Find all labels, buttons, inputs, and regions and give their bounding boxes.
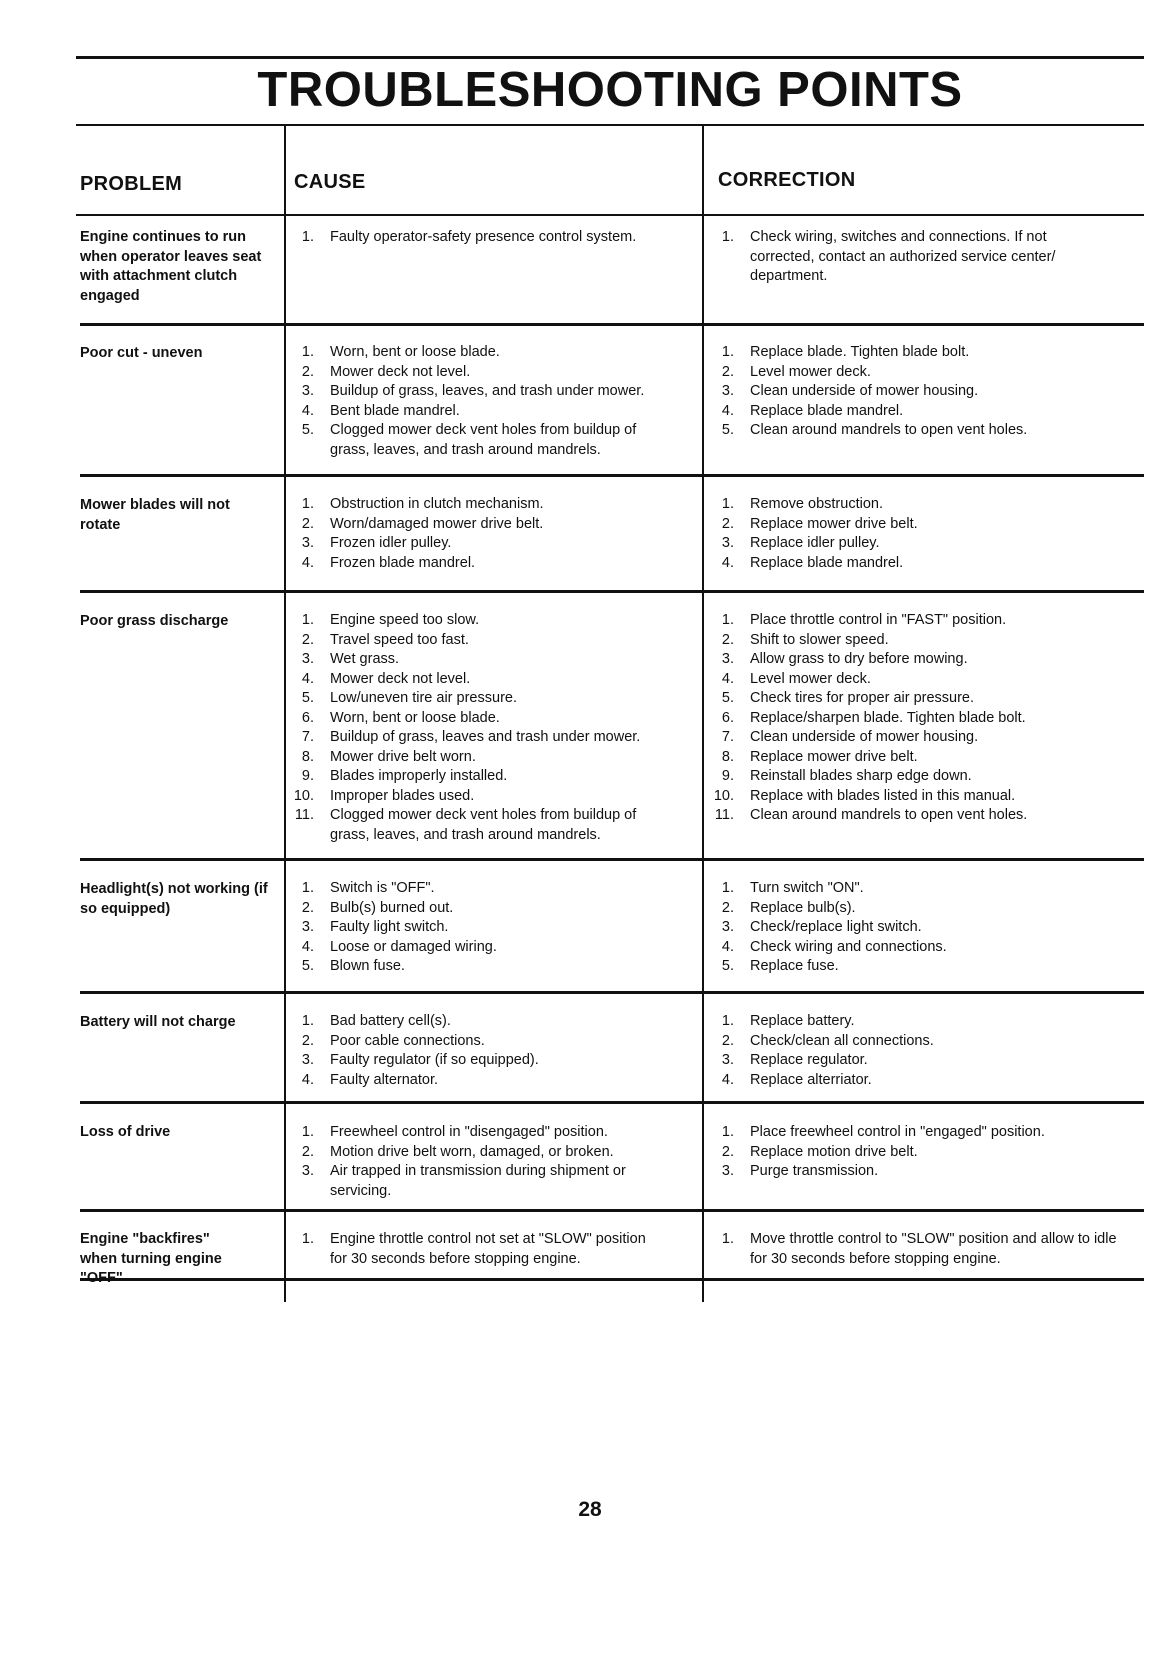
item-text: Blown fuse. — [330, 958, 405, 974]
item-number: 3. — [721, 1052, 734, 1068]
item-text: Bent blade mandrel. — [330, 402, 460, 419]
correction-list — [712, 1230, 1132, 1269]
item-text: Replace blade mandrel. — [750, 554, 904, 571]
item-number: 3. — [721, 1163, 734, 1179]
correction-item — [712, 534, 1132, 554]
correction-item — [712, 787, 1132, 807]
item-number: 7. — [721, 729, 734, 745]
item-text: Shift to slower speed. — [750, 631, 889, 648]
item-text: Switch is "OFF". — [330, 880, 435, 896]
item-text: Turn switch "ON". — [750, 880, 864, 896]
item-text: Mower deck not level. — [330, 363, 471, 380]
item-text: Travel speed too fast. — [330, 631, 469, 648]
item-text: Level mower deck. — [750, 670, 871, 687]
item-number: 2. — [301, 1143, 314, 1160]
problem-text: Battery will not charge — [80, 1014, 236, 1030]
correction-item — [712, 899, 1132, 919]
item-number: 2. — [301, 899, 314, 916]
item-text: Blades improperly installed. — [330, 768, 508, 784]
item-number: 1. — [301, 344, 314, 360]
item-text: Poor cable connections. — [330, 1032, 485, 1049]
item-text: Check/replace light switch. — [750, 919, 922, 935]
cause-list — [292, 1012, 662, 1090]
item-text: Clean underside of mower housing. — [750, 729, 979, 745]
correction-list — [712, 1123, 1132, 1182]
column-header-problem: PROBLEM — [80, 173, 183, 195]
item-number: 3. — [301, 383, 314, 399]
problem-text: Loss of drive — [80, 1124, 171, 1140]
cause-list — [292, 879, 662, 977]
item-number: 2. — [721, 899, 734, 916]
cause-item — [292, 554, 662, 574]
cause-item — [292, 689, 662, 709]
item-number: 1. — [721, 880, 734, 896]
correction-item — [712, 382, 1132, 402]
page-number: 28 — [578, 1498, 602, 1521]
item-text: Replace bulb(s). — [750, 899, 856, 916]
item-text: Replace with blades listed in this manual. — [750, 787, 1016, 804]
page-title: TROUBLESHOOTING POINTS — [257, 63, 963, 117]
correction-item — [712, 1162, 1132, 1182]
cause-item — [292, 670, 662, 690]
cause-item — [292, 918, 662, 938]
correction-list — [712, 228, 1132, 287]
row-divider — [80, 590, 1144, 593]
item-number: 10. — [293, 787, 314, 804]
item-text: Obstruction in clutch mechanism. — [330, 496, 544, 512]
item-number: 4. — [301, 1071, 314, 1088]
item-number: 5. — [301, 422, 314, 438]
item-text: Wet grass. — [330, 651, 400, 667]
item-text: Replace regulator. — [750, 1052, 868, 1068]
correction-item — [712, 650, 1132, 670]
item-text: Worn, bent or loose blade. — [330, 709, 500, 726]
item-text: Replace alterriator. — [750, 1071, 872, 1088]
cause-item — [292, 421, 662, 460]
item-text: Clean around mandrels to open vent holes. — [750, 422, 1028, 438]
item-number: 4. — [301, 554, 314, 571]
problem-text: Engine continues to run when operator leaves seat with attachment clutch engaged — [80, 229, 262, 304]
item-text: Freewheel control in "disengaged" position. — [330, 1124, 608, 1140]
item-text: Level mower deck. — [750, 363, 871, 380]
cause-item — [292, 1071, 662, 1091]
item-text: Replace blade mandrel. — [750, 402, 904, 419]
cause-item — [292, 363, 662, 383]
item-text: Faulty operator-safety presence control system. — [330, 229, 637, 245]
item-number: 1. — [721, 1124, 734, 1140]
problem-text: Mower blades will not rotate — [80, 497, 230, 533]
item-number: 6. — [721, 709, 734, 726]
correction-item — [712, 343, 1132, 363]
correction-item — [712, 1012, 1132, 1032]
item-text: Mower drive belt worn. — [330, 748, 476, 765]
cause-list — [292, 1123, 662, 1201]
item-text: Move throttle control to "SLOW" position and allow to idle for 30 seconds before stopping engine. — [750, 1231, 1117, 1267]
item-number: 1. — [301, 496, 314, 512]
problem-text: Poor grass discharge — [80, 613, 229, 629]
correction-item — [712, 806, 1132, 826]
problem-text: Engine "backfires" when turning engine "OFF" — [80, 1231, 222, 1286]
item-text: Replace fuse. — [750, 958, 839, 974]
item-text: Faulty regulator (if so equipped). — [330, 1052, 539, 1068]
correction-item — [712, 728, 1132, 748]
cause-item — [292, 1143, 662, 1163]
item-number: 3. — [301, 651, 314, 667]
item-number: 4. — [301, 402, 314, 419]
item-number: 3. — [721, 919, 734, 935]
item-text: Bad battery cell(s). — [330, 1013, 451, 1029]
item-number: 1. — [301, 1231, 314, 1247]
item-number: 2. — [721, 515, 734, 532]
item-number: 8. — [721, 748, 734, 765]
item-text: Buildup of grass, leaves and trash under mower. — [330, 729, 641, 745]
item-number: 2. — [301, 631, 314, 648]
row-divider — [80, 991, 1144, 994]
correction-item — [712, 957, 1132, 977]
cause-item — [292, 1012, 662, 1032]
correction-item — [712, 1071, 1132, 1091]
cause-list — [292, 1230, 662, 1269]
problem-text: Headlight(s) not working (if so equipped) — [80, 881, 268, 917]
item-number: 3. — [301, 1052, 314, 1068]
item-text: Place throttle control in "FAST" position. — [750, 612, 1007, 628]
item-text: Bulb(s) burned out. — [330, 899, 454, 916]
item-number: 9. — [301, 768, 314, 784]
item-number: 4. — [721, 670, 734, 687]
item-text: Replace mower drive belt. — [750, 748, 918, 765]
correction-item — [712, 879, 1132, 899]
item-number: 3. — [301, 919, 314, 935]
cause-item — [292, 515, 662, 535]
item-text: Faulty light switch. — [330, 919, 449, 935]
row-divider — [80, 474, 1144, 477]
item-text: Replace motion drive belt. — [750, 1143, 918, 1160]
item-number: 1. — [721, 612, 734, 628]
item-text: Replace blade. Tighten blade bolt. — [750, 344, 970, 360]
item-text: Engine speed too slow. — [330, 612, 480, 628]
item-number: 3. — [301, 535, 314, 551]
item-text: Check wiring, switches and connections. If not corrected, contact an authorized service center/ department. — [750, 229, 1056, 284]
item-number: 5. — [721, 690, 734, 706]
item-number: 11. — [294, 807, 314, 823]
item-text: Engine throttle control not set at "SLOW" position for 30 seconds before stopping engine. — [330, 1231, 646, 1267]
item-text: Replace idler pulley. — [750, 535, 880, 551]
row-divider — [80, 858, 1144, 861]
item-text: Clean around mandrels to open vent holes. — [750, 807, 1028, 823]
correction-list — [712, 343, 1132, 441]
cause-item — [292, 1230, 662, 1269]
cause-item — [292, 957, 662, 977]
item-text: Place freewheel control in "engaged" position. — [750, 1124, 1045, 1140]
item-text: Remove obstruction. — [750, 496, 883, 512]
item-text: Check/clean all connections. — [750, 1032, 934, 1049]
correction-item — [712, 515, 1132, 535]
item-number: 9. — [721, 768, 734, 784]
correction-item — [712, 748, 1132, 768]
cause-item — [292, 650, 662, 670]
item-number: 1. — [301, 880, 314, 896]
correction-item — [712, 421, 1132, 441]
item-number: 2. — [721, 631, 734, 648]
item-text: Reinstall blades sharp edge down. — [750, 768, 972, 784]
item-number: 4. — [721, 554, 734, 571]
correction-item — [712, 767, 1132, 787]
cause-item — [292, 631, 662, 651]
item-number: 2. — [301, 1032, 314, 1049]
item-number: 2. — [301, 515, 314, 532]
column-divider-problem-cause — [284, 124, 286, 1302]
item-number: 2. — [721, 1143, 734, 1160]
item-number: 1. — [721, 1231, 734, 1247]
item-number: 1. — [301, 229, 314, 245]
item-text: Check tires for proper air pressure. — [750, 690, 975, 706]
item-number: 4. — [721, 938, 734, 955]
item-text: Frozen blade mandrel. — [330, 554, 476, 571]
item-text: Improper blades used. — [330, 787, 475, 804]
correction-item — [712, 709, 1132, 729]
item-text: Replace battery. — [750, 1013, 855, 1029]
item-number: 4. — [301, 670, 314, 687]
row-divider — [80, 323, 1144, 326]
item-text: Clean underside of mower housing. — [750, 383, 979, 399]
correction-item — [712, 1032, 1132, 1052]
item-number: 5. — [721, 422, 734, 438]
item-number: 3. — [301, 1163, 314, 1179]
column-divider-cause-correction — [702, 124, 704, 1302]
correction-list — [712, 495, 1132, 573]
item-text: Low/uneven tire air pressure. — [330, 690, 517, 706]
cause-item — [292, 767, 662, 787]
item-number: 1. — [721, 1013, 734, 1029]
cause-item — [292, 806, 662, 845]
cause-item — [292, 709, 662, 729]
correction-item — [712, 1123, 1132, 1143]
correction-item — [712, 363, 1132, 383]
item-number: 1. — [301, 612, 314, 628]
cause-item — [292, 879, 662, 899]
row-divider — [80, 1209, 1144, 1212]
correction-item — [712, 1143, 1132, 1163]
correction-list — [712, 879, 1132, 977]
item-number: 5. — [721, 958, 734, 974]
cause-item — [292, 1032, 662, 1052]
item-number: 4. — [301, 938, 314, 955]
correction-item — [712, 611, 1132, 631]
item-text: Buildup of grass, leaves, and trash under mower. — [330, 383, 645, 399]
correction-item — [712, 670, 1132, 690]
cause-item — [292, 1162, 662, 1201]
item-number: 2. — [301, 363, 314, 380]
item-number: 1. — [721, 496, 734, 512]
cause-item — [292, 382, 662, 402]
item-number: 3. — [721, 535, 734, 551]
cause-item — [292, 1051, 662, 1071]
correction-item — [712, 631, 1132, 651]
item-number: 5. — [301, 958, 314, 974]
cause-item — [292, 1123, 662, 1143]
correction-item — [712, 228, 1132, 287]
item-number: 3. — [721, 651, 734, 667]
item-text: Loose or damaged wiring. — [330, 938, 497, 955]
problem-text: Poor cut - uneven — [80, 345, 203, 361]
item-number: 1. — [721, 344, 734, 360]
item-number: 1. — [721, 229, 734, 245]
item-number: 11. — [714, 807, 734, 823]
item-number: 2. — [721, 363, 734, 380]
correction-item — [712, 689, 1132, 709]
cause-item — [292, 899, 662, 919]
correction-item — [712, 938, 1132, 958]
cause-item — [292, 728, 662, 748]
item-number: 1. — [301, 1124, 314, 1140]
cause-item — [292, 343, 662, 363]
correction-list — [712, 611, 1132, 826]
row-divider — [80, 1101, 1144, 1104]
item-number: 6. — [301, 709, 314, 726]
correction-item — [712, 1051, 1132, 1071]
item-text: Check wiring and connections. — [750, 938, 947, 955]
item-text: Worn/damaged mower drive belt. — [330, 515, 544, 532]
title-top-rule — [76, 56, 1144, 59]
item-number: 1. — [301, 1013, 314, 1029]
cause-item — [292, 228, 662, 248]
item-text: Clogged mower deck vent holes from buildup of grass, leaves, and trash around mandrels. — [330, 807, 637, 843]
item-number: 5. — [301, 690, 314, 706]
item-text: Replace mower drive belt. — [750, 515, 918, 532]
item-number: 2. — [721, 1032, 734, 1049]
item-text: Air trapped in transmission during shipment or servicing. — [330, 1163, 626, 1199]
correction-item — [712, 1230, 1132, 1269]
item-text: Worn, bent or loose blade. — [330, 344, 500, 360]
cause-list — [292, 343, 662, 460]
item-text: Purge transmission. — [750, 1163, 879, 1179]
cause-item — [292, 611, 662, 631]
correction-item — [712, 918, 1132, 938]
item-text: Frozen idler pulley. — [330, 535, 452, 551]
item-text: Motion drive belt worn, damaged, or broken. — [330, 1143, 614, 1160]
item-text: Replace/sharpen blade. Tighten blade bolt. — [750, 709, 1026, 726]
item-number: 4. — [721, 1071, 734, 1088]
item-number: 8. — [301, 748, 314, 765]
correction-item — [712, 495, 1132, 515]
correction-item — [712, 402, 1132, 422]
cause-list — [292, 495, 662, 573]
column-header-correction: CORRECTION — [718, 169, 856, 191]
item-number: 4. — [721, 402, 734, 419]
item-number: 3. — [721, 383, 734, 399]
item-text: Allow grass to dry before mowing. — [750, 651, 968, 667]
cause-item — [292, 938, 662, 958]
correction-item — [712, 554, 1132, 574]
item-number: 10. — [713, 787, 734, 804]
item-text: Faulty alternator. — [330, 1071, 438, 1088]
cause-list — [292, 611, 662, 845]
title-bottom-rule — [76, 124, 1144, 126]
column-header-cause: CAUSE — [294, 171, 366, 193]
cause-item — [292, 402, 662, 422]
cause-list — [292, 228, 662, 248]
cause-item — [292, 787, 662, 807]
item-text: Mower deck not level. — [330, 670, 471, 687]
item-text: Clogged mower deck vent holes from buildup of grass, leaves, and trash around mandrels. — [330, 422, 637, 458]
item-number: 7. — [301, 729, 314, 745]
cause-item — [292, 495, 662, 515]
header-rule — [76, 214, 1144, 216]
correction-list — [712, 1012, 1132, 1090]
cause-item — [292, 534, 662, 554]
cause-item — [292, 748, 662, 768]
